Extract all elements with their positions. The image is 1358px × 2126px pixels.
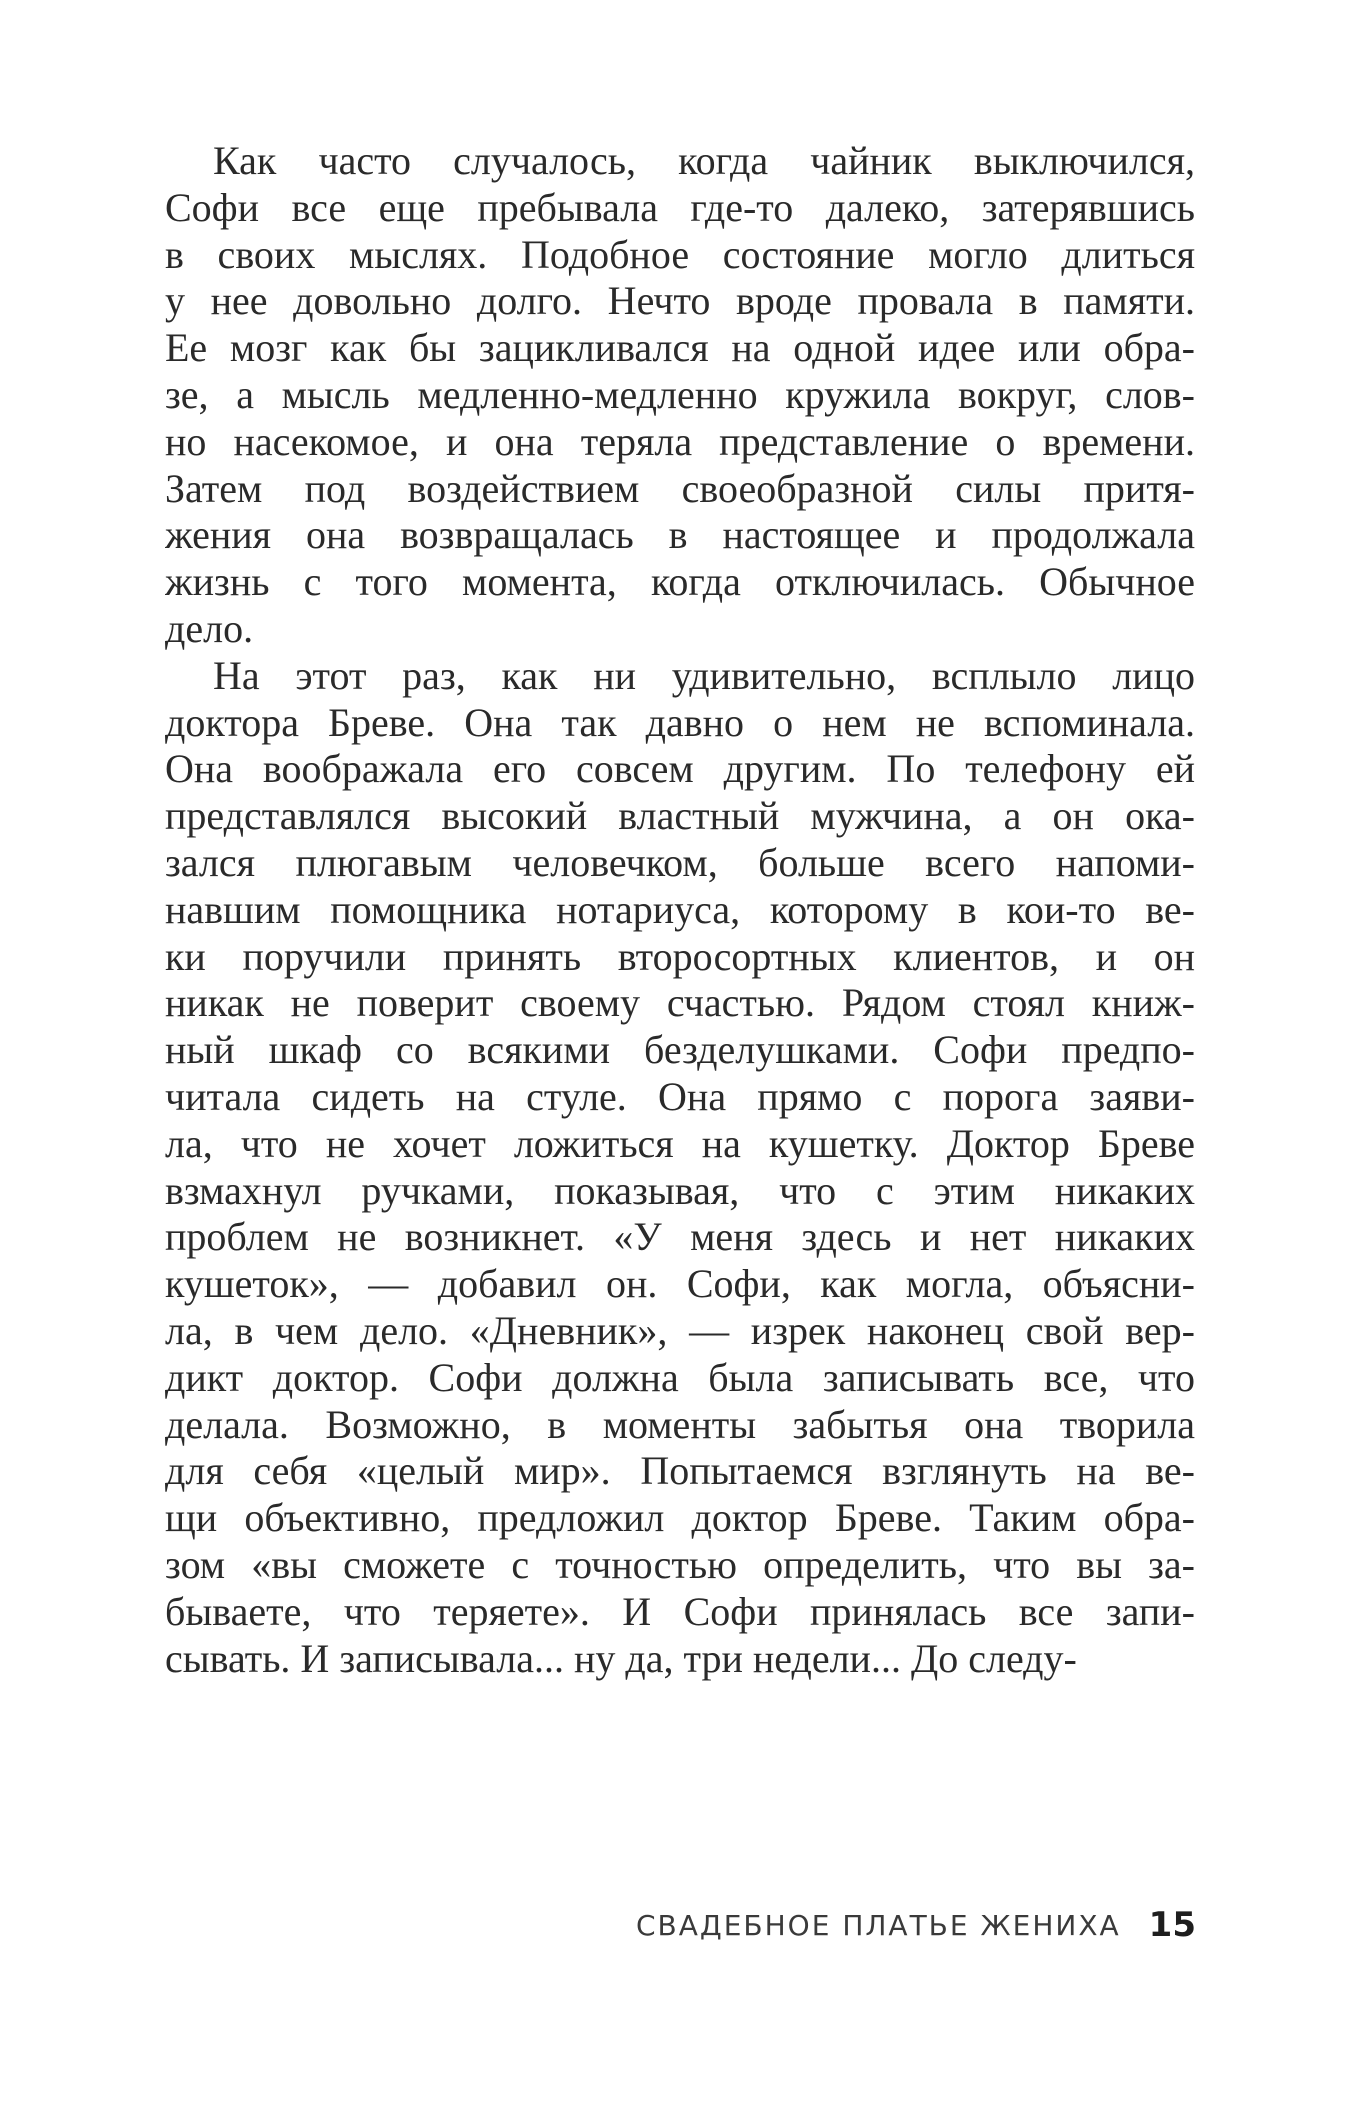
text-line: кушеток», — добавил он. Софи, как могла, объясни-: [165, 1261, 1195, 1307]
text-line: дикт доктор. Софи должна была записывать все, что: [165, 1354, 1195, 1400]
page-footer: [560, 1905, 1196, 1945]
text-line: навшим помощника нотариуса, которому в кои-то ве-: [165, 886, 1195, 932]
text-line: для себя «целый мир». Попытаемся взглянуть на ве-: [165, 1448, 1195, 1494]
text-line: взмахнул ручками, показывая, что с этим никаких: [165, 1167, 1195, 1213]
body-text: [165, 138, 1195, 1682]
text-line: проблем не возникнет. «У меня здесь и нет никаких: [165, 1214, 1195, 1260]
text-line: доктора Бреве. Она так давно о нем не вспоминала.: [165, 699, 1195, 745]
text-line: делала. Возможно, в моменты забытья она творила: [165, 1401, 1195, 1447]
text-line: ла, что не хочет ложиться на кушетку. Доктор Бреве: [165, 1120, 1195, 1166]
text-line: у нее довольно долго. Нечто вроде провала в памяти.: [165, 278, 1195, 324]
text-line: читала сидеть на стуле. Она прямо с порога заяви-: [165, 1073, 1195, 1119]
text-line: ла, в чем дело. «Дневник», — изрек наконец свой вер-: [165, 1307, 1195, 1353]
text-line: бываете, что теряете». И Софи принялась все запи-: [165, 1588, 1195, 1634]
text-line: На этот раз, как ни удивительно, всплыло лицо: [213, 652, 1195, 698]
text-line: Как часто случалось, когда чайник выключился,: [213, 138, 1195, 183]
text-line: никак не поверит своему счастью. Рядом стоял книж-: [165, 980, 1195, 1026]
text-line: в своих мыслях. Подобное состояние могло длиться: [165, 231, 1195, 277]
paragraph: [165, 138, 1195, 653]
text-line: Она воображала его совсем другим. По телефону ей: [165, 746, 1195, 792]
text-line: жизнь с того момента, когда отключилась. Обычное: [165, 559, 1195, 605]
text-line: зался плюгавым человечком, больше всего напоми-: [165, 839, 1195, 885]
paragraph: [165, 653, 1195, 1683]
text-line: щи объективно, предложил доктор Бреве. Таким обра-: [165, 1495, 1195, 1541]
text-line: жения она возвращалась в настоящее и продолжала: [165, 512, 1195, 558]
text-line: но насекомое, и она теряла представление о времени.: [165, 418, 1195, 464]
text-line: сывать. И записывала... ну да, три недели... До следу-: [165, 1635, 1077, 1681]
text-line: ный шкаф со всякими безделушками. Софи предпо-: [165, 1027, 1195, 1073]
text-line: ки поручили принять второсортных клиентов, и он: [165, 933, 1195, 979]
text-line: Софи все еще пребывала где-то далеко, затерявшись: [165, 184, 1195, 230]
running-head: СВАДЕБНОЕ ПЛАТЬЕ ЖЕНИХА: [635, 1908, 1121, 1942]
text-line: зе, а мысль медленно-медленно кружила вокруг, слов-: [165, 371, 1195, 417]
text-line: дело.: [165, 605, 254, 651]
text-line: представлялся высокий властный мужчина, а он ока-: [165, 793, 1195, 839]
page-number: 15: [1148, 1905, 1196, 1945]
text-line: зом «вы сможете с точностью определить, что вы за-: [165, 1541, 1195, 1587]
text-line: Затем под воздействием своеобразной силы притя-: [165, 465, 1195, 511]
text-line: Ее мозг как бы зацикливался на одной идее или обра-: [165, 325, 1195, 371]
